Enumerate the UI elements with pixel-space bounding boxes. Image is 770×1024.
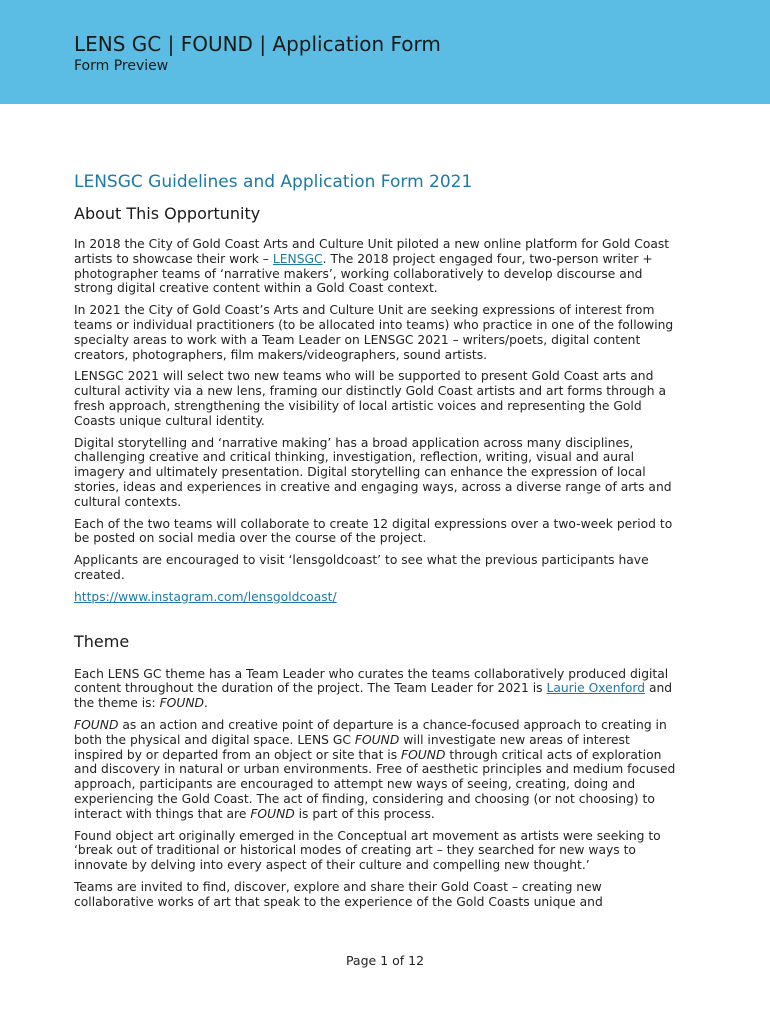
about-paragraph-1 xyxy=(74,237,682,296)
theme-paragraph-3: Found object art originally emerged in the Conceptual art movement as artists were seeking to ‘break out of traditional or historical modes of creating art – they searched for new ways to innovate by delving into every aspect of their culture and compelling new thought.’ xyxy=(74,828,661,873)
theme-p2-text-b: will investigate new areas of interest inspired by or departed from an object or site that is xyxy=(74,732,630,762)
theme-heading: Theme xyxy=(74,631,130,651)
about-paragraph-2: In 2021 the City of Gold Coast’s Arts and Culture Unit are seeking expressions of interest from teams or individual practitioners (to be allocated into teams) who practice in one of the following specialty areas to work with a Team Leader on LENSGC 2021 – writers/poets, digital content creators, photographers, film makers/videographers, sound artists. xyxy=(74,303,674,362)
lensgc-link[interactable]: LENSGC xyxy=(272,251,323,266)
team-leader-link[interactable]: Laurie Oxenford xyxy=(546,681,646,696)
theme-p2-text-c: through critical acts of exploration and discovery in natural or urban environments. Free of aesthetic principles and medium focused approach, participants are encouraged to attempt new ways of seeing, creating, doing and experiencing the Gold Coast. The act of finding, considering and choosing (or not choosing) to interact with things that are xyxy=(74,747,676,821)
about-paragraph-6: Applicants are encouraged to visit ‘lensgoldcoast’ to see what the previous participants have created. xyxy=(74,553,649,582)
document-title: LENSGC Guidelines and Application Form 2021 xyxy=(74,172,473,192)
theme-p2-text-d: is part of this process. xyxy=(294,806,435,821)
theme-p2-text-a: as an action and creative point of departure is a chance-focused approach to creating in both the physical and digital space. LENS GC xyxy=(74,717,667,747)
theme-p2-found-1: FOUND xyxy=(74,717,119,732)
theme-p2-found-4: FOUND xyxy=(250,806,295,821)
about-paragraph-3: LENSGC 2021 will select two new teams who will be supported to present Gold Coast arts and cultural activity via a new lens, framing our distinctly Gold Coast artists and art forms through a fresh approach, strengthening the visibility of local artistic voices and representing the Gold Coasts unique cultural identity. xyxy=(74,369,667,428)
header-subtitle: Form Preview xyxy=(74,58,169,74)
theme-p1-text-c: . xyxy=(204,696,208,711)
page-header xyxy=(0,0,770,104)
theme-paragraph-4: Teams are invited to find, discover, explore and share their Gold Coast – creating new collaborative works of art that speak to the experience of the Gold Coasts unique and xyxy=(74,879,603,909)
about-heading: About This Opportunity xyxy=(74,204,261,223)
theme-paragraph-1 xyxy=(74,667,682,711)
about-paragraph-5: Each of the two teams will collaborate to create 12 digital expressions over a two-week period to be posted on social media over the course of the project. xyxy=(74,516,673,546)
theme-p2-found-3: FOUND xyxy=(401,747,446,762)
theme-paragraph-2 xyxy=(74,718,682,822)
header-title: LENS GC | FOUND | Application Form xyxy=(74,32,441,56)
theme-p1-text-b: and the theme is: xyxy=(74,681,673,711)
instagram-link[interactable]: https://www.instagram.com/lensgoldcoast/ xyxy=(74,589,337,604)
document-body xyxy=(74,170,682,916)
about-paragraph-4: Digital storytelling and ‘narrative making’ has a broad application across many disciplines, challenging creative and critical thinking, investigation, reflection, writing, visual and aural imagery and ultimately presentation. Digital storytelling can enhance the expression of local stories, ideas and experiences in creative and engaging ways, across a diverse range of arts and cultural contexts. xyxy=(74,435,672,509)
theme-p1-text-a: Each LENS GC theme has a Team Leader who curates the teams collaboratively produced digital content throughout the duration of the project. The Team Leader for 2021 is xyxy=(74,666,669,696)
theme-p2-found-2: FOUND xyxy=(354,732,400,747)
page-number: Page 1 of 12 xyxy=(345,953,425,968)
theme-p1-found: FOUND xyxy=(159,696,205,711)
about-p1-text-a: In 2018 the City of Gold Coast Arts and Culture Unit piloted a new online platform for Gold Coast artists to showcase their work – xyxy=(74,237,670,266)
about-p1-text-b: . The 2018 project engaged four, two-person writer + photographer teams of ‘narrative makers’, working collaboratively to develop discourse and strong digital creative content within a Gold Coast context. xyxy=(74,251,653,296)
instagram-link-paragraph xyxy=(74,590,682,605)
